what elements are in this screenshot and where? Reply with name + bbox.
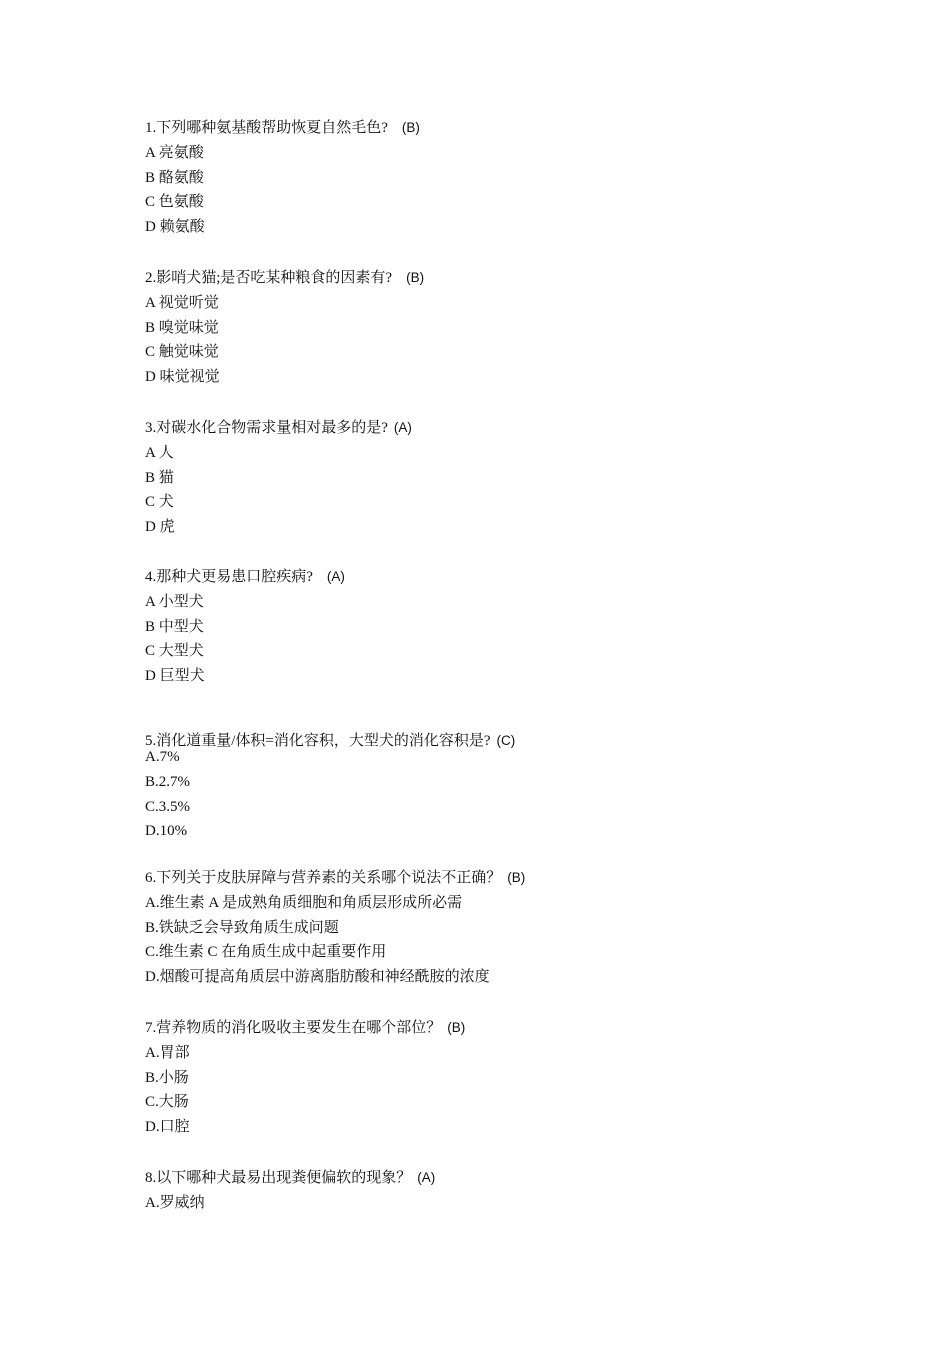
question-title (145, 1016, 845, 1041)
question-title (145, 1166, 845, 1191)
answer-label: (C) (496, 733, 516, 748)
question-3 (145, 416, 845, 540)
option-b: B 猫 (145, 469, 174, 486)
option-d: D 巨型犬 (145, 668, 205, 685)
answer-label: (B) (507, 870, 526, 885)
question-text: 2.影哨犬猫;是否吃某种粮食的因素有? (145, 270, 393, 286)
option-c: C 触觉味觉 (145, 344, 219, 361)
question-title (145, 565, 845, 590)
question-text: 4.那种犬更易患口腔疾病? (145, 569, 313, 585)
question-text: 5.消化道重量/体积=消化容积，大型犬的消化容积是? (145, 733, 491, 749)
answer-label: (B) (406, 270, 425, 285)
option-a: A 小型犬 (145, 593, 204, 610)
question-title (145, 416, 845, 441)
question-text: 3.对碳水化合物需求量相对最多的是? (145, 420, 388, 436)
question-5 (145, 732, 845, 844)
option-d: D 味觉视觉 (145, 369, 220, 386)
question-6 (145, 866, 845, 990)
option-b: B.铁缺乏会导致角质生成问题 (145, 919, 339, 936)
option-a: A 视觉听觉 (145, 294, 219, 311)
option-c: C 犬 (145, 494, 174, 511)
question-text: 8.以下哪种犬最易出现粪便偏软的现象？ (145, 1170, 412, 1186)
question-text: 7.营养物质的消化吸收主要发生在哪个部位？ (145, 1020, 442, 1036)
answer-label: (A) (326, 569, 345, 584)
option-d: D.10% (145, 823, 188, 840)
option-a: A 亮氨酸 (145, 144, 204, 161)
question-2 (145, 266, 845, 390)
question-4 (145, 565, 845, 689)
answer-label: (B) (447, 1020, 466, 1035)
option-b: B.2.7% (145, 773, 190, 790)
option-b: B 嗅觉味觉 (145, 319, 219, 336)
option-d: D 赖氨酸 (145, 219, 205, 236)
answer-label: (A) (393, 420, 412, 435)
option-d: D.烟酸可提高角质层中游离脂肪酸和神经酰胺的浓度 (145, 969, 490, 986)
question-title (145, 116, 845, 141)
question-title (145, 866, 845, 891)
question-text: 6.下列关于皮肤屏障与营养素的关系哪个说法不正确？ (145, 870, 502, 886)
option-b: B 中型犬 (145, 618, 204, 635)
option-c: C 色氨酸 (145, 194, 204, 211)
option-a: A.维生素 A 是成熟角质细胞和角质层形成所必需 (145, 894, 463, 911)
option-a: A 人 (145, 444, 174, 461)
option-a: A.罗威纳 (145, 1194, 205, 1211)
option-c: C 大型犬 (145, 643, 204, 660)
question-title (145, 266, 845, 291)
question-8 (145, 1166, 845, 1216)
option-b: B 酪氨酸 (145, 169, 204, 186)
option-d: D.口腔 (145, 1119, 190, 1136)
option-b: B.小肠 (145, 1069, 189, 1086)
question-7 (145, 1016, 845, 1140)
option-d: D 虎 (145, 519, 175, 536)
option-c: C.大肠 (145, 1094, 189, 1111)
option-c: C.维生素 C 在角质生成中起重要作用 (145, 944, 387, 961)
question-text: 1.下列哪种氨基酸帮助恢夏自然毛色? (145, 120, 388, 136)
answer-label: (A) (417, 1170, 436, 1185)
answer-label: (B) (401, 120, 420, 135)
option-a: A.7% (145, 749, 180, 765)
option-c: C.3.5% (145, 798, 190, 815)
option-a: A.胃部 (145, 1044, 190, 1061)
question-1 (145, 116, 845, 240)
